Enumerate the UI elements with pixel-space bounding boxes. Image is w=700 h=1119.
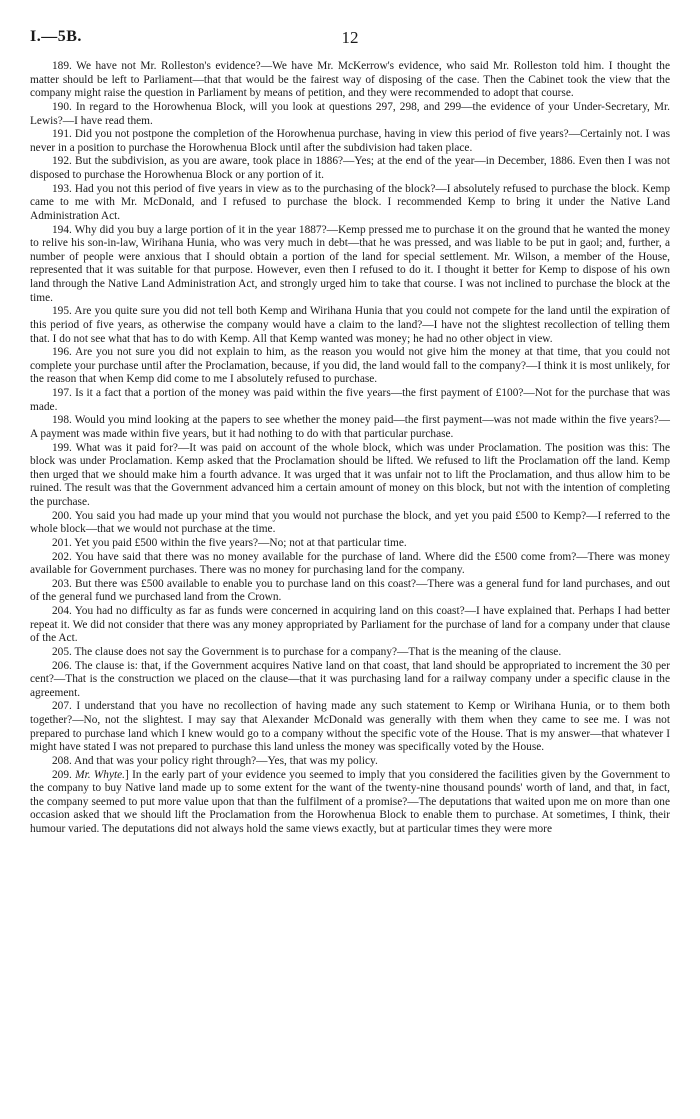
paragraph-195: 195. Are you quite sure you did not tell both Kemp and Wirihana Hunia that you could not compete for the land until the expiration of this period of five years, as otherwise the company would have a claim to the land?—I have not the slightest recollection of telling them that. I do not see what that has to do with Kemp. All that Kemp wanted was money; he had no other object in view.	[30, 305, 670, 345]
paragraph-201: 201. Yet you paid £500 within the five years?—No; not at that particular time.	[52, 536, 407, 549]
paragraph-192: 192. But the subdivision, as you are aware, took place in 1886?—Yes; at the end of the year—in December, 1886. Even then I was not disposed to purchase the Horowhenua Block or any portion of it.	[30, 155, 670, 181]
paragraph-189: 189. We have not Mr. Rolleston's evidence?—We have Mr. McKerrow's evidence, who said Mr. Rolleston told him. I thought the matter should be left to Parliament—that that would be the fairest way of disposing of the case. Then the Cabinet took the view that the company might raise the question in Parliament by means of petition, and they were recommended to adopt that course.	[30, 60, 670, 100]
paragraph-202: 202. You have said that there was no money available for the purchase of land. Where did the £500 come from?—There was money available for Government purchases. There was no money for purchasing land for the company.	[30, 550, 670, 577]
page-header	[30, 28, 670, 54]
paragraph-194: 194. Why did you buy a large portion of it in the year 1887?—Kemp pressed me to purchase it on the ground that he wanted the money to relive his son-in-law, Wirihana Hunia, who was very much in debt—that he was pressed, and was liable to be put in gaol; and, further, a number of people were anxious that I should obtain a portion of the land for special settlement. Mr. Wilson, a member of the House, represented that it was suitable for that purpose. However, even then I refused to do it. I thought it better for Kemp to dispose of his own land through the Native Land Administration Act, and strongly urged him to take that course. I was not inclined to purchase the block at the time.	[30, 223, 670, 304]
paragraph-209-number: 209.	[52, 768, 76, 781]
document-body	[30, 60, 670, 837]
page-number: 12	[341, 28, 359, 47]
paragraph-204: 204. You had no difficulty as far as funds were concerned in acquiring land on this coast?—I have explained that. Perhaps I had better repeat it. We did not consider that there was any money appropriated by Parliament for the purchase of land for a company under that clause of the Act.	[30, 605, 670, 645]
paragraph-191: 191. Did you not postpone the completion of the Horowhenua purchase, having in view this period of five years?—Certainly not. I was never in a position to purchase the Horowhenua Block until after the subdivision had taken place.	[30, 128, 670, 154]
paragraph-207: 207. I understand that you have no recollection of having made any such statement to Kemp or Wirihana Hunia, or to them both together?—No, not the slightest. I may say that Alexander McDonald was generally with them when they came to see me. I was not prepared to purchase land which I knew would go to a company without the specific vote of the House. That is my answer—that whatever I might have stated I was not prepared to purchase this land unless the money was specifically voted by the House.	[30, 700, 670, 754]
paragraph-206: 206. The clause is: that, if the Government acquires Native land on that coast, that land should be appropriated to increment the 30 per cent?—That is the construction we placed on the clause—that it was purchasing land for a railway company under a specific clause in the agreement.	[30, 659, 670, 699]
paragraph-199: 199. What was it paid for?—It was paid on account of the whole block, which was under Proclamation. The position was this: The block was under Proclamation. Kemp asked that the Proclamation should be lifted. We refused to lift the Proclamation off the land. Kemp then urged that we should make him a fourth advance. It was urged that it was unfair not to lift the Proclamation, and thus allow him to be ruined. The result was that the Government advanced him a certain amount of money on this block, but not with the intention of completing the purchase.	[30, 441, 670, 508]
paper-reference: I.—5B.	[30, 28, 82, 45]
paragraph-193: 193. Had you not this period of five years in view as to the purchasing of the block?—I absolutely refused to purchase the block. Kemp came to me with Mr. McDonald, and I refused to purchase the block. I recommended Kemp to bring it under the Native Land Administration Act.	[30, 182, 670, 222]
speaker-name: Mr. Whyte.	[75, 768, 126, 781]
paragraph-190: 190. In regard to the Horowhenua Block, will you look at questions 297, 298, and 299—the evidence of your Under-Secretary, Mr. Lewis?—I have read them.	[30, 100, 670, 127]
paragraph-209-text: ] In the early part of your evidence you seemed to imply that you considered the facilities given by the Government to the company to buy Native land made up to some extent for the want of the twenty-nine thousand pounds' worth of land, and that, in fact, the company seemed to put more value upon that than the fulfilment of a promise?—The deputations that waited upon me on more than one occasion asked that we should lift the Proclamation from the Horowhenua Block to enable them to purchase. At sometimes, I think, their humour varied. The deputations did not always hold the same views exactly, but at particular times they were more	[30, 768, 671, 835]
paragraph-208: 208. And that was your policy right through?—Yes, that was my policy.	[52, 754, 378, 767]
paragraph-209	[30, 769, 670, 837]
paragraph-198: 198. Would you mind looking at the papers to see whether the money paid—the first payment—was not made within the five years?—A payment was made within five years, but it had nothing to do with that particular purchase.	[30, 414, 670, 440]
paragraph-203: 203. But there was £500 available to enable you to purchase land on this coast?—There was a general fund for land purchases, and out of the general fund we purchased land from the Crown.	[30, 577, 670, 604]
paragraph-200: 200. You said you had made up your mind that you would not purchase the block, and yet you paid £500 to Kemp?—I referred to the whole block—that we would not purchase at the time.	[30, 509, 670, 536]
paragraph-196: 196. Are you not sure you did not explain to him, as the reason you would not give him the money at that time, that you could not complete your purchase until after the Proclamation, because, if you did, the land would fall to the company?—I think it is most unlikely, for the reason that when Kemp did come to me I absolutely refused to purchase.	[30, 346, 670, 386]
paragraph-205: 205. The clause does not say the Government is to purchase for a company?—That is the meaning of the clause.	[52, 645, 562, 658]
paragraph-197: 197. Is it a fact that a portion of the money was paid within the five years—the first payment of £100?—Not for the purchase that was made.	[30, 387, 670, 413]
